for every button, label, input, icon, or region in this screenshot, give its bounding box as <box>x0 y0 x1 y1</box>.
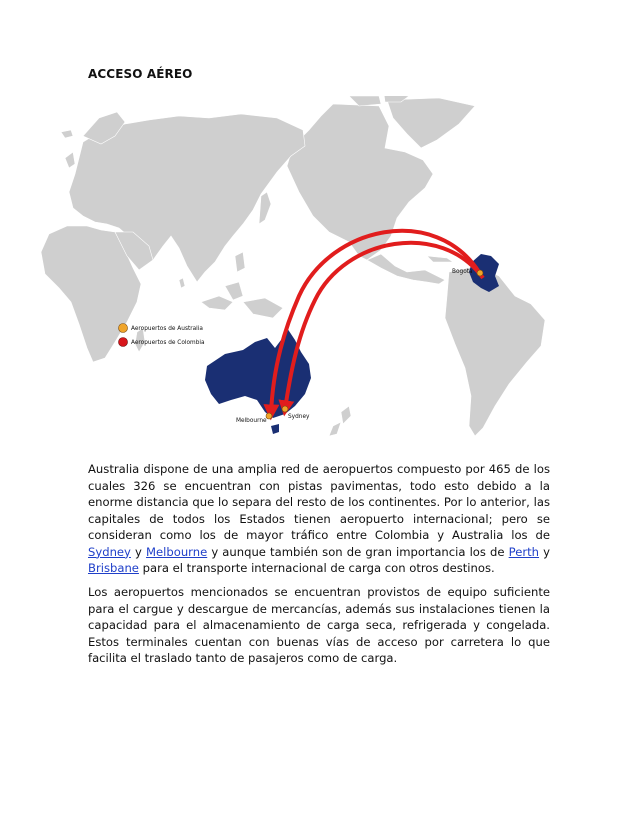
paragraph-text: Australia dispone de una amplia red de aeropuertos compuesto por 465 de los cuales 326 se encuentran con pistas pavimentas, todo esto debido a la enorme distancia que lo separa del resto de los continentes. Por lo anterior, las capitales de todos los Estados tienen aeropuerto internacional; pero se consideran como los de mayor tráfico entre Colombia y Australia los de <box>88 462 550 542</box>
paragraph-text: y <box>130 544 147 559</box>
link-sydney[interactable]: Sydney <box>88 544 131 559</box>
world-map <box>29 96 583 440</box>
link-perth[interactable]: Perth <box>508 544 540 559</box>
paragraph-text: para el transporte internacional de carga con otros destinos. <box>138 561 495 575</box>
paragraph-airport-facilities: Los aeropuertos mencionados se encuentran provistos de equipo suficiente para el cargue y descargue de mercancías, además sus instalaciones tienen la capacidad para el almacenamiento de carga seca, refrigerada y congelada. Estos terminales cuentan con buenas vías de acceso por carretera lo que facilita el traslado tanto de pasajeros como de carga. <box>88 585 550 665</box>
map-legend <box>119 324 205 347</box>
paragraph-text: y aunque también son de gran importancia los de <box>207 544 509 559</box>
legend-australia-marker <box>119 324 128 333</box>
link-brisbane[interactable]: Brisbane <box>88 561 139 575</box>
sydney-label: Sydney <box>288 414 310 420</box>
sydney-airport-marker <box>282 406 288 412</box>
section-title: ACCESO AÉREO <box>88 67 193 81</box>
bogota-airport-marker <box>477 270 483 276</box>
bogota-label: Bogota <box>452 269 473 275</box>
legend-colombia-label: Aeropuertos de Colombia <box>131 340 205 346</box>
link-melbourne[interactable]: Melbourne <box>146 544 208 559</box>
paragraph-airports-network <box>88 461 550 577</box>
tasmania <box>271 424 279 434</box>
legend-australia-label: Aeropuertos de Australia <box>131 326 203 332</box>
legend-colombia-marker <box>119 338 128 347</box>
melbourne-airport-marker <box>266 413 272 419</box>
australia-highlight <box>205 328 311 418</box>
melbourne-label: Melbourne <box>236 418 267 424</box>
paragraph-text: y <box>539 544 551 559</box>
